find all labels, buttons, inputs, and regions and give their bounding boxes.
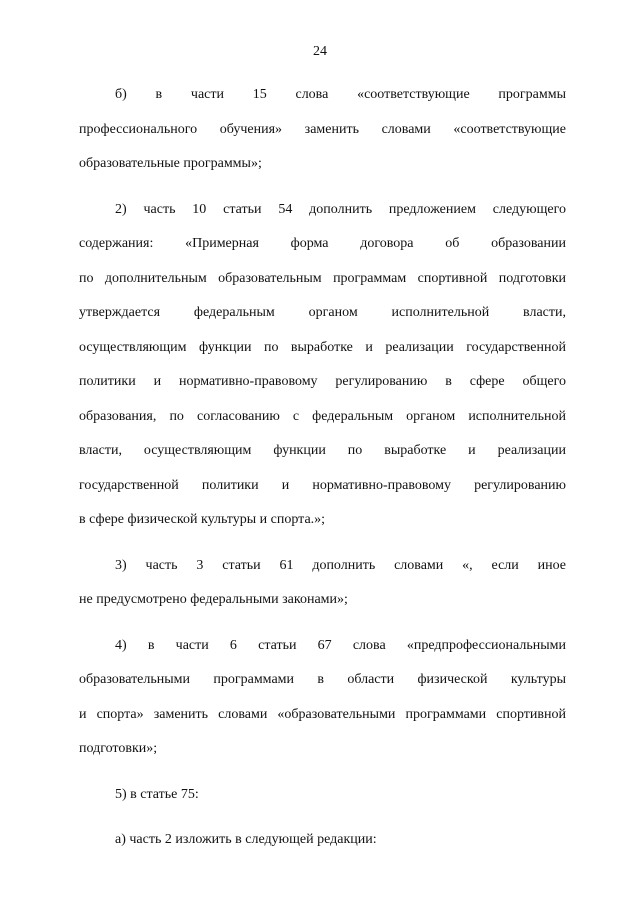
text-line: не предусмотрено федеральными законами»; [79, 592, 348, 607]
text-line: политики и нормативно-правовому регулированию в сфере общего [79, 374, 566, 389]
page-number: 24 [313, 44, 327, 59]
text-line: по дополнительным образовательным программам спортивной подготовки [79, 270, 566, 286]
text-line: подготовки»; [79, 741, 158, 756]
text-line: 2) часть 10 статьи 54 дополнить предложением следующего [115, 201, 566, 217]
paragraph-item-4 [79, 629, 566, 767]
text-line: содержания: «Примерная форма договора об образовании [79, 236, 566, 251]
paragraph-item-2 [79, 193, 566, 538]
text-line: образования, по согласованию с федеральным органом исполнительной [79, 408, 566, 424]
text-line: профессионального обучения» заменить словами «соответствующие [79, 121, 566, 137]
text-line: 4) в части 6 статьи 67 слова «предпрофессиональными [115, 637, 566, 653]
text-line: и спорта» заменить словами «образовательными программами спортивной [79, 706, 566, 722]
text-line: а) часть 2 изложить в следующей редакции: [115, 832, 377, 847]
text-line: 3) часть 3 статьи 61 дополнить словами «, если иное [115, 557, 566, 573]
text-line: образовательными программами в области физической культуры [79, 672, 566, 687]
text-line: власти, осуществляющим функции по выработке и реализации [79, 443, 566, 458]
text-line: утверждается федеральным органом исполнительной власти, [79, 305, 566, 320]
text-line: государственной политики и нормативно-правовому регулированию [79, 477, 566, 493]
text-line: 5) в статье 75: [115, 786, 199, 802]
paragraph-item-5 [79, 778, 566, 813]
paragraph-item-3 [79, 549, 566, 618]
text-line: осуществляющим функции по выработке и реализации государственной [79, 339, 566, 355]
document-body [79, 78, 566, 869]
text-line: образовательные программы»; [79, 156, 262, 171]
paragraph-item-a [79, 823, 566, 858]
text-line: в сфере физической культуры и спорта.»; [79, 512, 326, 527]
text-line: б) в части 15 слова «соответствующие программы [115, 87, 566, 102]
paragraph-item-b [79, 78, 566, 182]
